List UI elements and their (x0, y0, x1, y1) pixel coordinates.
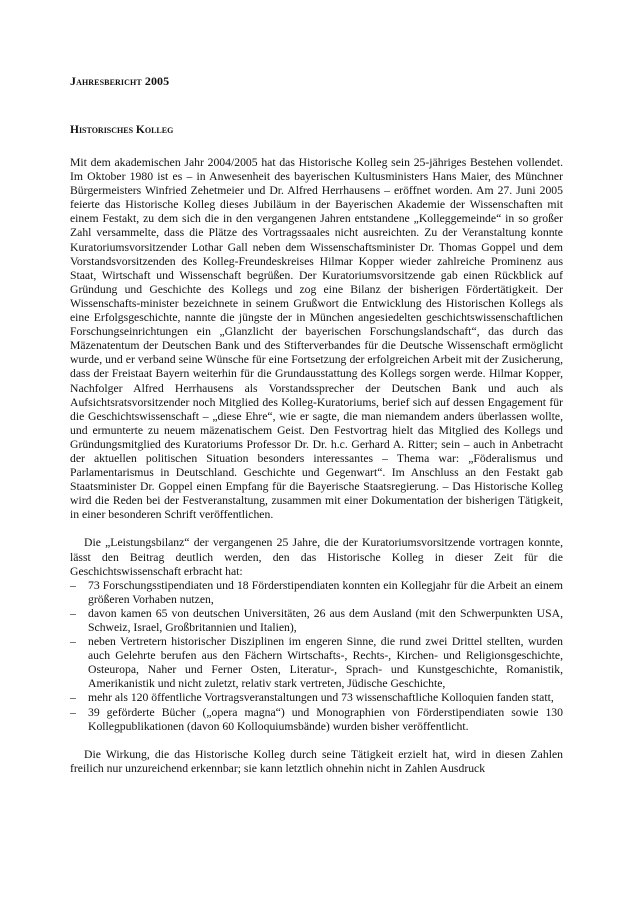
list-item-text: davon kamen 65 von deutschen Universitäten, 26 aus dem Ausland (mit den Schwerpunkten USA, Schweiz, Israel, Großbritannien und Italien), (88, 606, 563, 634)
paragraph-impact: Die Wirkung, die das Historische Kolleg durch seine Tätigkeit erzielt hat, wird in diesen Zahlen freilich nur unzureichend erkennbar; sie kann letztlich ohnehin nicht in Zahlen Ausdruck (70, 747, 563, 775)
list-item (70, 635, 563, 691)
dash-bullet: – (70, 691, 76, 705)
list-item-text: 73 Forschungsstipendiaten und 18 Förderstipendiaten konnten ein Kollegjahr für die Arbeit an einem größeren Vorhaben nutzen, (88, 578, 563, 606)
list-item-text: neben Vertretern historischer Disziplinen im engeren Sinne, die rund zwei Drittel stellten, wurden auch Gelehrte berufen aus den Fächern Wirtschafts-, Rechts-, Kirchen- und Religionsgeschichte, Osteuropa, Naher und Ferner Osten, Literatur-, Sprach- und Kunstgeschichte, Romanistik, Amerikanistik und nicht zuletzt, relativ stark vertreten, Jüdische Geschichte, (88, 635, 563, 691)
dash-bullet: – (70, 635, 76, 649)
list-item (70, 706, 563, 734)
list-item-text: mehr als 120 öffentliche Vortragsveranstaltungen und 73 wissenschaftliche Kolloquien fanden statt, (88, 691, 554, 705)
document-body (70, 156, 563, 776)
paragraph-gap (70, 734, 563, 748)
dash-bullet: – (70, 578, 76, 592)
dash-bullet: – (70, 606, 76, 620)
statistics-list (70, 579, 563, 734)
list-item (70, 607, 563, 635)
paragraph-anniversary: Mit dem akademischen Jahr 2004/2005 hat das Historische Kolleg sein 25-jähriges Bestehen vollendet. Im Oktober 1980 ist es – in Anwesenheit des bayerischen Kultusministers Hans Maier, des Münchner Bürgermeisters Winfried Zehetmeier und Dr. Alfred Herrhausens – eröffnet worden. Am 27. Juni 2005 feierte das Historische Kolleg dieses Jubiläum in der Bayerischen Akademie der Wissenschaften mit einem Festakt, zu dem sich die in den vergangenen Jahren entstandene „Kolleggemeinde“ in so großer Zahl versammelte, dass die Plätze des Vortragssaales nicht ausreichten. Zu der Veranstaltung konnte Kuratoriumsvorsitzender Lothar Gall neben dem Wissenschaftsminister Dr. Thomas Goppel und dem Vorstandsvorsitzenden des Kolleg-Freundeskreises Hilmar Kopper wieder zahlreiche Prominenz aus Staat, Wirtschaft und Wissenschaft begrüßen. Der Kuratoriumsvorsitzende gab einen Rückblick auf Gründung und Geschichte des Kollegs und zog eine Bilanz der bisherigen Fördertätigkeit. Der Wissenschafts-minister bezeichnete in seinem Grußwort die Entwicklung des Historischen Kollegs als eine Erfolgsgeschichte, nannte die jüngste der in München angesiedelten geschichtswissenschaftlichen Forschungseinrichtungen ein „Glanzlicht der bayerischen Forschungslandschaft“, das durch das Mäzenatentum der Deutschen Bank und des Stifterverbandes für die Deutsche Wissenschaft ermöglicht wurde, und er verband seine Wünsche für eine Fortsetzung der erfolgreichen Arbeit mit der Zusicherung, dass der Freistaat Bayern weiterhin für die Grundausstattung des Kollegs sorgen werde. Hilmar Kopper, Nachfolger Alfred Herrhausens als Vorstandssprecher der Deutschen Bank und auch als Aufsichtsratsvorsitzender noch Mitglied des Kolleg-Kuratoriums, berief sich auf dessen Engagement für die Geschichtswissenschaft – „diese Ehre“, wie er sagte, die man niemandem anders überlassen wollte, und ermunterte zu neuem mäzenatischem Geist. Den Festvortrag hielt das Mitglied des Kollegs und Gründungsmitglied des Kuratoriums Professor Dr. Dr. h.c. Gerhard A. Ritter; sein – auch in Anbetracht der aktuellen politischen Situation besonders interessantes – Thema war: „Föderalismus und Parlamentarismus in Deutschland. Geschichte und Gegenwart“. Im Anschluss an den Festakt gab Staatsminister Dr. Goppel einen Empfang für die Bayerische Staatsregierung. – Das Historische Kolleg wird die Reden bei der Festveranstaltung, zusammen mit einer Dokumentation der bisherigen Tätigkeit, in einer besonderen Schrift veröffentlichen. (70, 156, 563, 522)
paragraph-gap (70, 522, 563, 536)
list-item-text: 39 geförderte Bücher („opera magna“) und Monographien von Förderstipendiaten sowie 130 Kollegpublikationen (davon 60 Kolloquiumsbände) wurden bisher veröffentlicht. (88, 705, 563, 733)
list-item (70, 579, 563, 607)
report-title: Jahresbericht 2005 (70, 74, 170, 88)
list-item (70, 691, 563, 705)
paragraph-performance-review: Die „Leistungsbilanz“ der vergangenen 25 Jahre, die der Kuratoriumsvorsitzende vortragen konnte, lässt den Beitrag deutlich werden, den das Historische Kolleg in dieser Zeit für die Geschichtswissenschaft erbracht hat: (70, 536, 563, 578)
dash-bullet: – (70, 705, 76, 719)
section-title: Historisches Kolleg (70, 124, 174, 136)
